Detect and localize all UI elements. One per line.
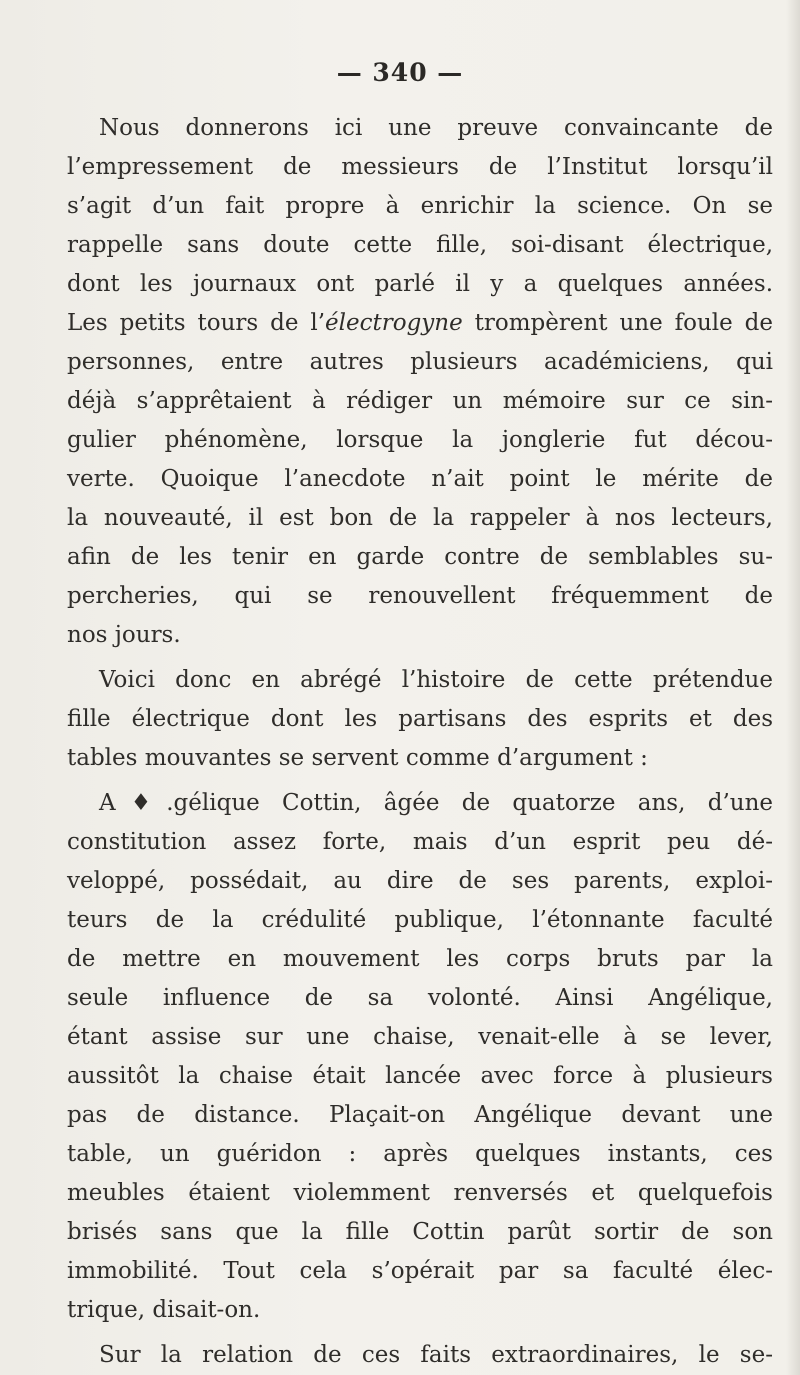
text-line: teurs de la crédulité publique, l’étonnante faculté	[67, 907, 773, 933]
text-line: gulier phénomène, lorsque la jonglerie fut décou-	[67, 427, 773, 453]
text-line: immobilité. Tout cela s’opérait par sa faculté élec-	[67, 1258, 773, 1284]
text-line: seule influence de sa volonté. Ainsi Angélique,	[67, 985, 773, 1011]
text-line: afin de les tenir en garde contre de semblables su-	[67, 544, 773, 570]
text-line: pas de distance. Plaçait-on Angélique devant une	[67, 1102, 773, 1128]
text-line: verte. Quoique l’anecdote n’ait point le mérite de	[67, 466, 773, 492]
body-text	[67, 109, 773, 1375]
text-line: Sur la relation de ces faits extraordinaires, le se-	[99, 1342, 773, 1368]
text-line: la nouveauté, il est bon de la rappeler à nos lecteurs,	[67, 505, 773, 531]
text-line: dont les journaux ont parlé il y a quelques années.	[67, 271, 773, 297]
text-line: Les petits tours de l’électrogyne trompèrent une foule de	[67, 310, 773, 336]
text-line: aussitôt la chaise était lancée avec force à plusieurs	[67, 1063, 773, 1089]
paragraph-4	[67, 1336, 773, 1375]
text-line: personnes, entre autres plusieurs académiciens, qui	[67, 349, 773, 375]
text-line: brisés sans que la fille Cottin parût sortir de son	[67, 1219, 773, 1245]
paragraph-2	[67, 661, 773, 778]
text-line: table, un guéridon : après quelques instants, ces	[67, 1141, 773, 1167]
text-line: de mettre en mouvement les corps bruts par la	[67, 946, 773, 972]
paragraph-3	[67, 784, 773, 1330]
text-line: trique, disait-on.	[67, 1297, 261, 1323]
text-line: étant assise sur une chaise, venait-elle à se lever,	[67, 1024, 773, 1050]
text-line: tables mouvantes se servent comme d’argument :	[67, 745, 648, 771]
text-line: percheries, qui se renouvellent fréquemment de	[67, 583, 773, 609]
text-line: déjà s’apprêtaient à rédiger un mémoire sur ce sin-	[67, 388, 773, 414]
page-edge-shadow	[786, 0, 800, 1375]
text-line: Voici donc en abrégé l’histoire de cette prétendue	[99, 667, 773, 693]
text-line: s’agit d’un fait propre à enrichir la science. On se	[67, 193, 773, 219]
text-line: rappelle sans doute cette fille, soi-disant électrique,	[67, 232, 773, 258]
text-line: constitution assez forte, mais d’un esprit peu dé-	[67, 829, 773, 855]
text-line: veloppé, possédait, au dire de ses parents, exploi-	[67, 868, 773, 894]
text-line: fille électrique dont les partisans des esprits et des	[67, 706, 773, 732]
page-number-header: — 340 —	[336, 58, 464, 87]
text-line: l’empressement de messieurs de l’Institut lorsqu’il	[67, 154, 773, 180]
paragraph-1	[67, 109, 773, 655]
text-line: meubles étaient violemment renversés et quelquefois	[67, 1180, 773, 1206]
text-line: A♦.gélique Cottin, âgée de quatorze ans, d’une	[99, 790, 773, 816]
text-line: Nous donnerons ici une preuve convaincante de	[99, 115, 773, 141]
text-line: nos jours.	[67, 622, 181, 648]
